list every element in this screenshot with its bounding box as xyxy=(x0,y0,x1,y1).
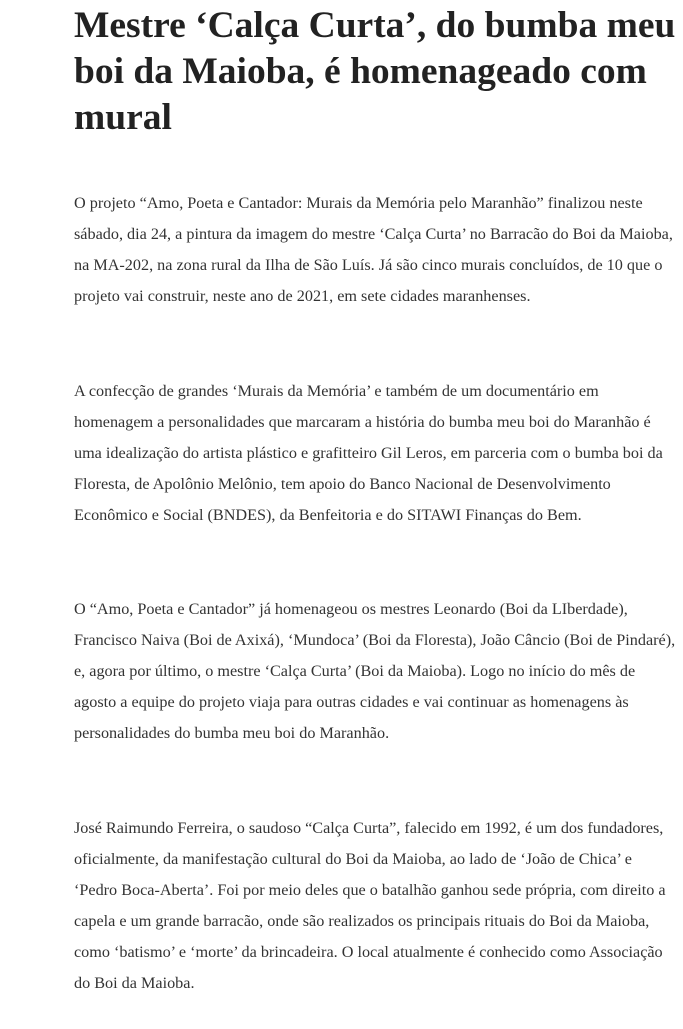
article xyxy=(74,0,676,992)
article-paragraph-1: O projeto “Amo, Poeta e Cantador: Murais da Memória pelo Maranhão” finalizou neste sábado, dia 24, a pintura da imagem do mestre ‘Calça Curta’ no Barracão do Boi da Maioba, na MA-202, na zona rural da Ilha de São Luís. Já são cinco murais concluídos, de 10 que o projeto vai construir, neste ano de 2021, em sete cidades maranhenses. xyxy=(74,194,673,305)
article-paragraph-4: José Raimundo Ferreira, o saudoso “Calça Curta”, falecido em 1992, é um dos fundadores, oficialmente, da manifestação cultural do Boi da Maioba, ao lado de ‘João de Chica’ e ‘Pedro Boca-Aberta’. Foi por meio deles que o batalhão ganhou sede própria, com direito a capela e um grande barracão, onde são realizados os principais rituais do Boi da Maioba, como ‘batismo’ e ‘morte’ da brincadeira. O local atualmente é conhecido como Associação do Boi da Maioba. xyxy=(74,819,666,992)
article-paragraph-3: O “Amo, Poeta e Cantador” já homenageou os mestres Leonardo (Boi da LIberdade), Francisco Naiva (Boi de Axixá), ‘Mundoca’ (Boi da Floresta), João Câncio (Boi de Pindaré), e, agora por último, o mestre ‘Calça Curta’ (Boi da Maioba). Logo no início do mês de agosto a equipe do projeto viaja para outras cidades e vai continuar as homenagens às personalidades do bumba meu boi do Maranhão. xyxy=(74,600,676,742)
article-paragraph-2: A confecção de grandes ‘Murais da Memória’ e também de um documentário em homenagem a personalidades que marcaram a história do bumba meu boi do Maranhão é uma idealização do artista plástico e grafitteiro Gil Leros, em parceria com o bumba boi da Floresta, de Apolônio Melônio, tem apoio do Banco Nacional de Desenvolvimento Econômico e Social (BNDES), da Benfeitoria e do SITAWI Finanças do Bem. xyxy=(74,382,663,524)
article-title: Mestre ‘Calça Curta’, do bumba meu boi da Maioba, é homenageado com mural xyxy=(74,5,676,138)
